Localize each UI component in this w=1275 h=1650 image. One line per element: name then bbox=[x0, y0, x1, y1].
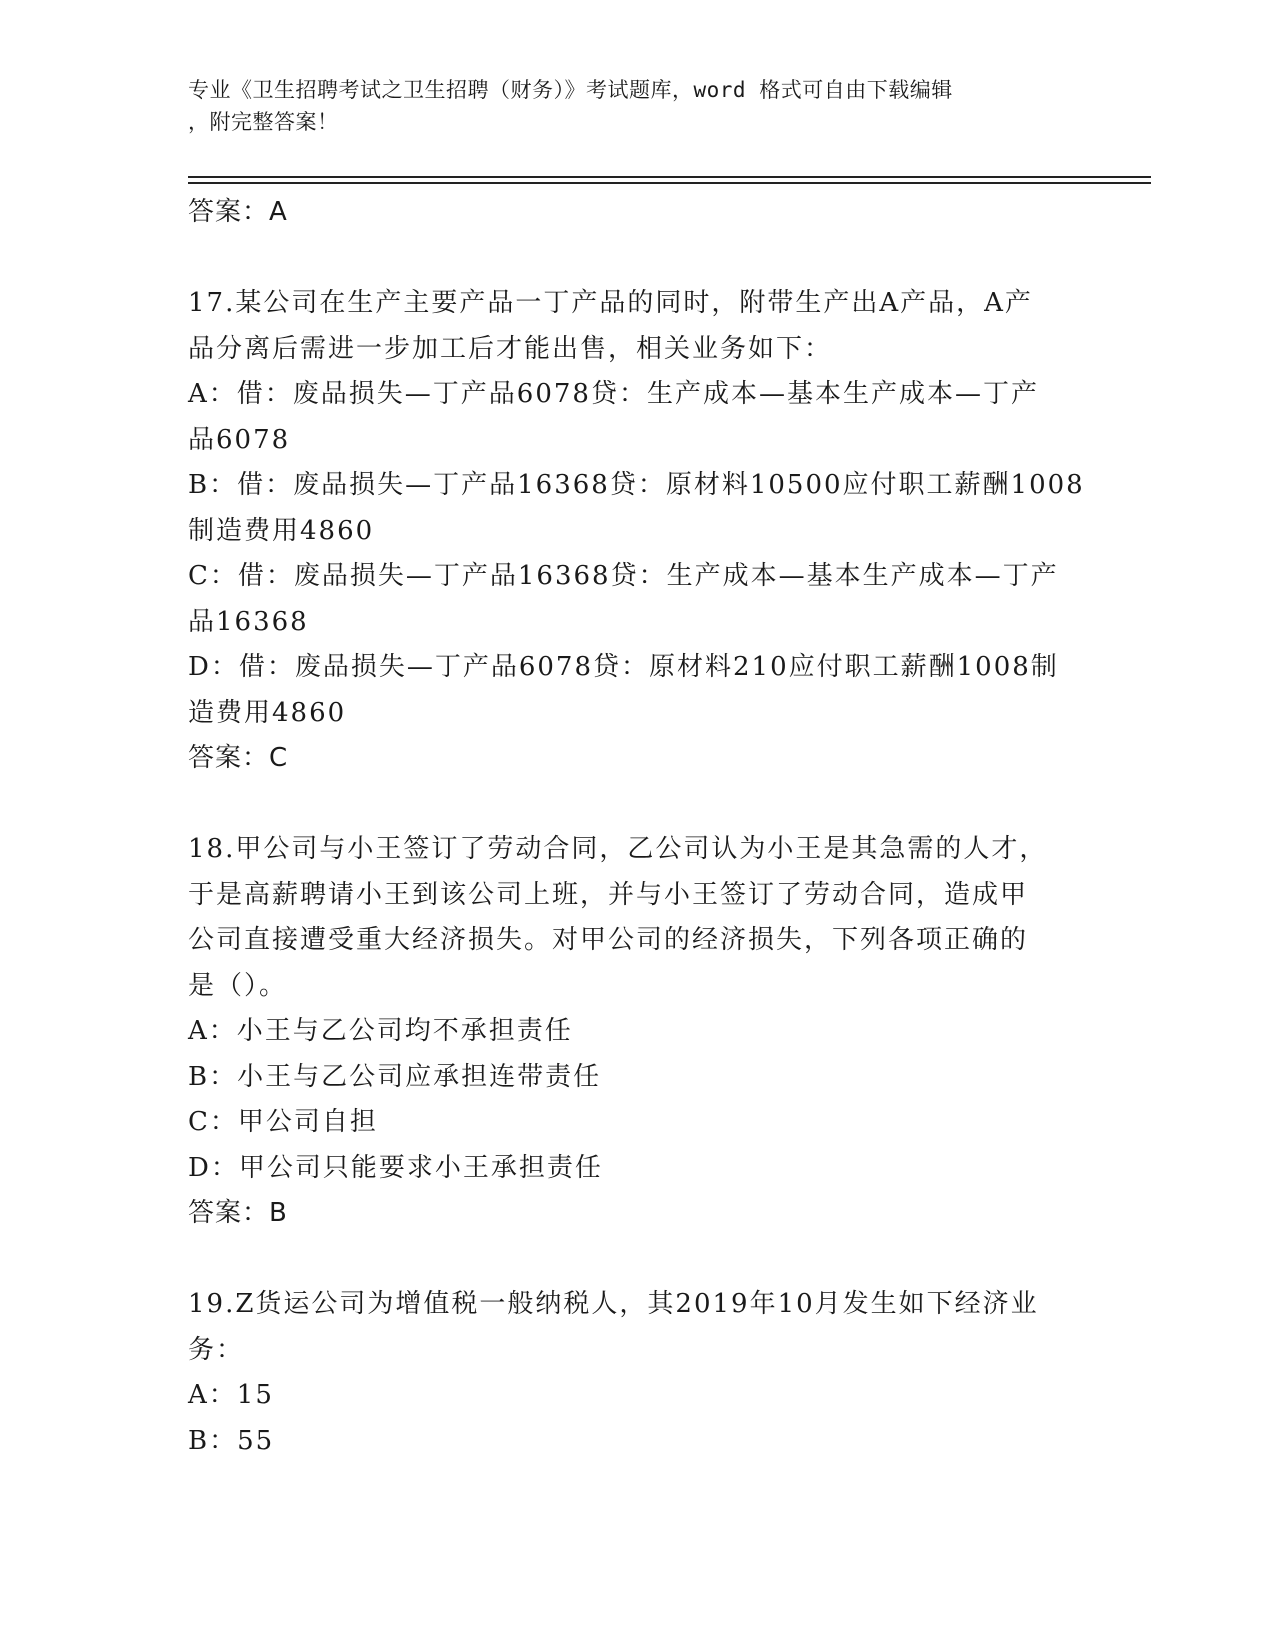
question-18 bbox=[188, 827, 1088, 1237]
option-line: 造费用4860 bbox=[188, 697, 347, 728]
question-stem-line: 品分离后需进一步加工后才能出售，相关业务如下： bbox=[188, 333, 833, 364]
option-line: 品16368 bbox=[188, 606, 309, 637]
header-divider-top bbox=[188, 176, 1151, 178]
question-17 bbox=[188, 281, 1088, 782]
question-19 bbox=[188, 1282, 1088, 1464]
option-line: D：借：废品损失—丁产品6078贷：原材料210应付职工薪酬1008制 bbox=[188, 652, 1059, 682]
option-line: C：借：废品损失—丁产品16368贷：生产成本—基本生产成本—丁产 bbox=[188, 561, 1059, 591]
question-stem-line: 务： bbox=[188, 1334, 245, 1365]
option-line: B：借：废品损失—丁产品16368贷：原材料10500应付职工薪酬1008 bbox=[188, 470, 1085, 500]
option-line: A：借：废品损失—丁产品6078贷：生产成本—基本生产成本—丁产 bbox=[188, 379, 1039, 409]
option-line: D：甲公司只能要求小王承担责任 bbox=[188, 1152, 603, 1183]
question-stem-line: 公司直接遭受重大经济损失。对甲公司的经济损失，下列各项正确的 bbox=[188, 925, 1029, 955]
spacer bbox=[188, 1237, 1088, 1283]
question-stem-line: 19.Z货运公司为增值税一般纳税人，其2019年10月发生如下经济业 bbox=[188, 1289, 1039, 1319]
answer-18: 答案：B bbox=[188, 1198, 288, 1228]
header-line-2: ，附完整答案！ bbox=[188, 110, 339, 134]
question-stem-line: 于是高薪聘请小王到该公司上班，并与小王签订了劳动合同，造成甲 bbox=[188, 879, 1029, 910]
page-header bbox=[188, 74, 1068, 138]
option-line: B：小王与乙公司应承担连带责任 bbox=[188, 1061, 602, 1092]
header-line-1: 专业《卫生招聘考试之卫生招聘（财务）》考试题库，word 格式可自由下载编辑 bbox=[188, 78, 953, 102]
option-line: C：甲公司自担 bbox=[188, 1107, 378, 1137]
answer-17: 答案：C bbox=[188, 743, 289, 773]
option-line: B：55 bbox=[188, 1425, 275, 1456]
option-line: A：小王与乙公司均不承担责任 bbox=[188, 1016, 573, 1046]
spacer bbox=[188, 236, 1088, 282]
question-stem-line: 18.甲公司与小王签订了劳动合同，乙公司认为小王是其急需的人才， bbox=[188, 834, 1048, 864]
option-line: 品6078 bbox=[188, 424, 291, 455]
header-divider-bottom bbox=[188, 182, 1151, 184]
question-content bbox=[188, 190, 1088, 1464]
spacer bbox=[188, 782, 1088, 828]
answer-previous: 答案：A bbox=[188, 197, 288, 227]
question-stem-line: 17.某公司在生产主要产品一丁产品的同时，附带生产出A产品，A产 bbox=[188, 288, 1033, 318]
option-line: 制造费用4860 bbox=[188, 515, 375, 546]
question-stem-line: 是（）。 bbox=[188, 970, 288, 1001]
option-line: A：15 bbox=[188, 1380, 274, 1410]
